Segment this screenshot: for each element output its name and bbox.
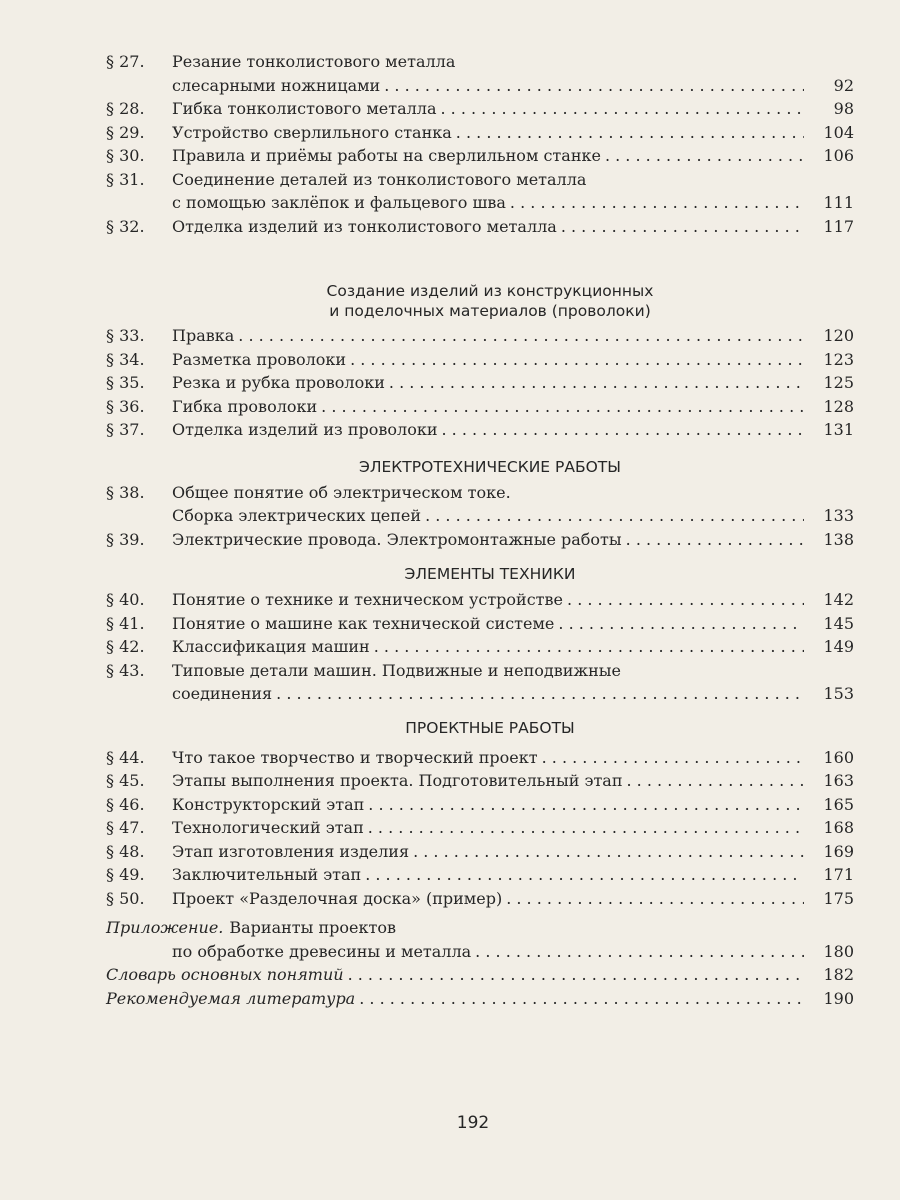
section-heading (106, 564, 854, 584)
section-number: § 50. (106, 888, 145, 908)
dot-leader (365, 863, 804, 887)
section-number: § 30. (106, 146, 145, 165)
toc-entry[interactable] (106, 50, 854, 97)
appendix-entry[interactable] (106, 916, 854, 963)
entry-title: Разметка проволоки (172, 349, 347, 369)
dot-leader (350, 348, 804, 372)
toc-entry-line (106, 887, 854, 911)
page-ref: 149 (823, 637, 854, 656)
dot-leader (389, 371, 804, 395)
entry-title: Сборка электрических цепей (172, 506, 422, 525)
section-heading-line: ЭЛЕКТРОТЕХНИЧЕСКИЕ РАБОТЫ (359, 457, 621, 476)
dot-leader (567, 588, 804, 612)
entry-title: Конструкторский этап (172, 794, 365, 814)
page-ref: 106 (823, 146, 854, 165)
dot-leader (558, 612, 804, 636)
section-heading-line: ЭЛЕМЕНТЫ ТЕХНИКИ (404, 565, 576, 583)
toc-entry-line (106, 348, 854, 372)
page-ref: 171 (823, 865, 854, 884)
toc-entry-line (106, 74, 854, 98)
toc-entry[interactable] (106, 121, 854, 145)
appendix-label: Приложение. (106, 918, 224, 937)
section-number: § 32. (106, 216, 145, 236)
section-number: § 39. (106, 529, 145, 549)
toc-entry-line (106, 371, 854, 395)
entry-title: Этапы выполнения проекта. Подготовительный этап (172, 771, 623, 790)
page-ref: 120 (823, 326, 854, 345)
entry-title: Резание тонколистового металла (172, 52, 456, 71)
dot-leader (626, 528, 804, 552)
section-number: § 43. (106, 660, 145, 680)
toc-entry[interactable] (106, 395, 854, 419)
entry-title: Правила и приёмы работы на сверлильном станке (172, 146, 601, 165)
page-ref: 180 (823, 941, 854, 961)
page-ref: 98 (833, 99, 854, 118)
section-number: § 40. (106, 590, 145, 609)
entry-title: Понятие о технике и техническом устройстве (172, 590, 564, 609)
section-number: § 34. (106, 349, 145, 369)
section-heading (106, 718, 854, 738)
dot-leader (561, 215, 804, 239)
toc-entry[interactable] (106, 635, 854, 659)
toc-entry[interactable] (106, 793, 854, 817)
toc-entry-line (106, 746, 854, 770)
section-number: § 37. (106, 420, 145, 439)
section-number: § 28. (106, 99, 145, 118)
toc-entry[interactable] (106, 168, 854, 215)
section-number: § 44. (106, 747, 145, 767)
page-ref: 175 (823, 888, 854, 908)
entry-title: Понятие о машине как технической системе (172, 613, 555, 633)
section-number: § 42. (106, 637, 145, 656)
entry-title: Устройство сверлильного станка (172, 122, 452, 142)
toc-entry-line (106, 395, 854, 419)
section-number: § 49. (106, 865, 145, 884)
page-ref: 123 (823, 349, 854, 369)
section-number: § 48. (106, 841, 145, 861)
page-ref: 165 (823, 794, 854, 814)
section-heading-line: и поделочных материалов (проволоки) (329, 302, 651, 320)
page-ref: 111 (823, 193, 854, 212)
toc-entry[interactable] (106, 612, 854, 636)
toc-entry-literature[interactable] (106, 987, 854, 1011)
dot-leader (425, 504, 804, 528)
literature-title: Рекомендуемая литература (106, 988, 356, 1008)
toc-entry[interactable] (106, 863, 854, 887)
dot-leader (510, 191, 804, 215)
toc-entry-line (106, 682, 854, 706)
dot-leader (348, 963, 804, 987)
page-ref: 168 (823, 818, 854, 837)
page-ref: 182 (823, 965, 854, 984)
entry-title: Общее понятие об электрическом токе. (172, 482, 511, 502)
entry-title: с помощью заклёпок и фальцевого шва (172, 193, 506, 212)
page-ref: 190 (823, 988, 854, 1008)
toc-entry[interactable] (106, 418, 854, 442)
entry-title: Классификация машин (172, 637, 370, 656)
entry-title: соединения (172, 684, 273, 703)
dot-leader (542, 746, 804, 770)
page-ref: 138 (823, 529, 854, 549)
toc-entry-line (106, 769, 854, 793)
toc-entry[interactable] (106, 588, 854, 612)
toc-entry-line (106, 863, 854, 887)
toc-entry-line (106, 215, 854, 239)
entry-title: Проект «Разделочная доска» (пример) (172, 888, 503, 908)
appendix-line (106, 916, 854, 940)
entry-title: Правка (172, 326, 235, 345)
dot-leader (475, 940, 804, 964)
page-ref: 133 (823, 506, 854, 525)
entry-title: Этап изготовления изделия (172, 841, 410, 861)
entry-title: Технологический этап (172, 818, 364, 837)
dot-leader (368, 793, 804, 817)
toc-entry-line (106, 324, 854, 348)
dot-leader (321, 395, 804, 419)
dot-leader (368, 816, 804, 840)
section-number: § 46. (106, 794, 145, 814)
toc-entry[interactable] (106, 215, 854, 239)
entry-title: Отделка изделий из проволоки (172, 420, 438, 439)
section-number: § 36. (106, 396, 145, 416)
entry-title: слесарными ножницами (172, 75, 381, 95)
toc-entry-line (106, 635, 854, 659)
toc-entry-line (106, 50, 854, 74)
toc-entry-line (106, 659, 854, 683)
entry-title: Гибка тонколистового металла (172, 99, 437, 118)
section-number: § 27. (106, 52, 145, 71)
page-ref: 169 (823, 841, 854, 861)
toc-entry-glossary[interactable] (106, 963, 854, 987)
entry-title: Что такое творчество и творческий проект (172, 747, 538, 767)
toc-entry-line (106, 144, 854, 168)
dot-leader (627, 769, 805, 793)
toc-entry-line (106, 816, 854, 840)
toc-entry-line (106, 612, 854, 636)
page-ref: 128 (823, 396, 854, 416)
toc-entry[interactable] (106, 887, 854, 911)
entry-title: Электрические провода. Электромонтажные работы (172, 529, 622, 549)
toc-entry-line (106, 793, 854, 817)
dot-leader (359, 987, 804, 1011)
toc-entry-line (106, 191, 854, 215)
section-number: § 29. (106, 122, 145, 142)
toc-entry-line (106, 97, 854, 121)
entry-title: Типовые детали машин. Подвижные и неподвижные (172, 660, 621, 680)
toc-entry[interactable] (106, 97, 854, 121)
section-number: § 35. (106, 373, 145, 392)
toc-entry-line (106, 418, 854, 442)
toc-entry-line (106, 168, 854, 192)
entry-title: Заключительный этап (172, 865, 362, 884)
toc-entry[interactable] (106, 528, 854, 552)
appendix-title: Варианты проектов (229, 918, 396, 937)
section-number: § 45. (106, 771, 145, 790)
section-heading-line: Создание изделий из конструкционных (326, 282, 654, 300)
toc-entry[interactable] (106, 659, 854, 706)
page-ref: 125 (823, 373, 854, 392)
page-ref: 153 (823, 684, 854, 703)
toc-entry[interactable] (106, 348, 854, 372)
section-number: § 47. (106, 818, 145, 837)
dot-leader (276, 682, 804, 706)
toc-entry[interactable] (106, 769, 854, 793)
entry-title: Гибка проволоки (172, 396, 318, 416)
toc-entry[interactable] (106, 144, 854, 168)
section-heading (106, 457, 854, 477)
dot-leader (506, 887, 804, 911)
toc-entry-line (106, 121, 854, 145)
glossary-title: Словарь основных понятий (106, 965, 344, 984)
entry-title: Резка и рубка проволоки (172, 373, 385, 392)
section-number: § 38. (106, 482, 145, 502)
toc-entry[interactable] (106, 324, 854, 348)
dot-leader (238, 324, 804, 348)
dot-leader (440, 97, 804, 121)
dot-leader (384, 74, 804, 98)
entry-title: Отделка изделий из тонколистового металла (172, 216, 557, 236)
page-ref: 92 (833, 75, 854, 95)
section-heading (106, 281, 854, 321)
page-ref: 163 (823, 771, 854, 790)
toc-entry-line (106, 840, 854, 864)
table-of-contents (106, 50, 854, 1010)
page-ref: 145 (823, 613, 854, 633)
appendix-line (106, 940, 854, 964)
section-number: § 41. (106, 613, 145, 633)
dot-leader (456, 121, 804, 145)
section-heading-line: ПРОЕКТНЫЕ РАБОТЫ (405, 718, 575, 737)
toc-entry[interactable] (106, 840, 854, 864)
entry-title: Соединение деталей из тонколистового металла (172, 169, 587, 189)
page-ref: 117 (823, 216, 854, 236)
dot-leader (605, 144, 804, 168)
toc-entry[interactable] (106, 481, 854, 528)
toc-entry[interactable] (106, 371, 854, 395)
page-ref: 160 (823, 747, 854, 767)
page-ref: 142 (823, 590, 854, 609)
toc-entry[interactable] (106, 746, 854, 770)
toc-entry-line (106, 588, 854, 612)
page-ref: 131 (823, 420, 854, 439)
dot-leader (441, 418, 804, 442)
dot-leader (413, 840, 804, 864)
dot-leader (374, 635, 804, 659)
toc-entry-line (106, 528, 854, 552)
toc-entry-line (106, 504, 854, 528)
section-number: § 31. (106, 169, 145, 189)
toc-entry-line (106, 481, 854, 505)
section-number: § 33. (106, 326, 145, 345)
page-ref: 104 (823, 122, 854, 142)
page-number: 192 (456, 1113, 490, 1133)
toc-entry[interactable] (106, 816, 854, 840)
appendix-title: по обработке древесины и металла (172, 941, 472, 961)
